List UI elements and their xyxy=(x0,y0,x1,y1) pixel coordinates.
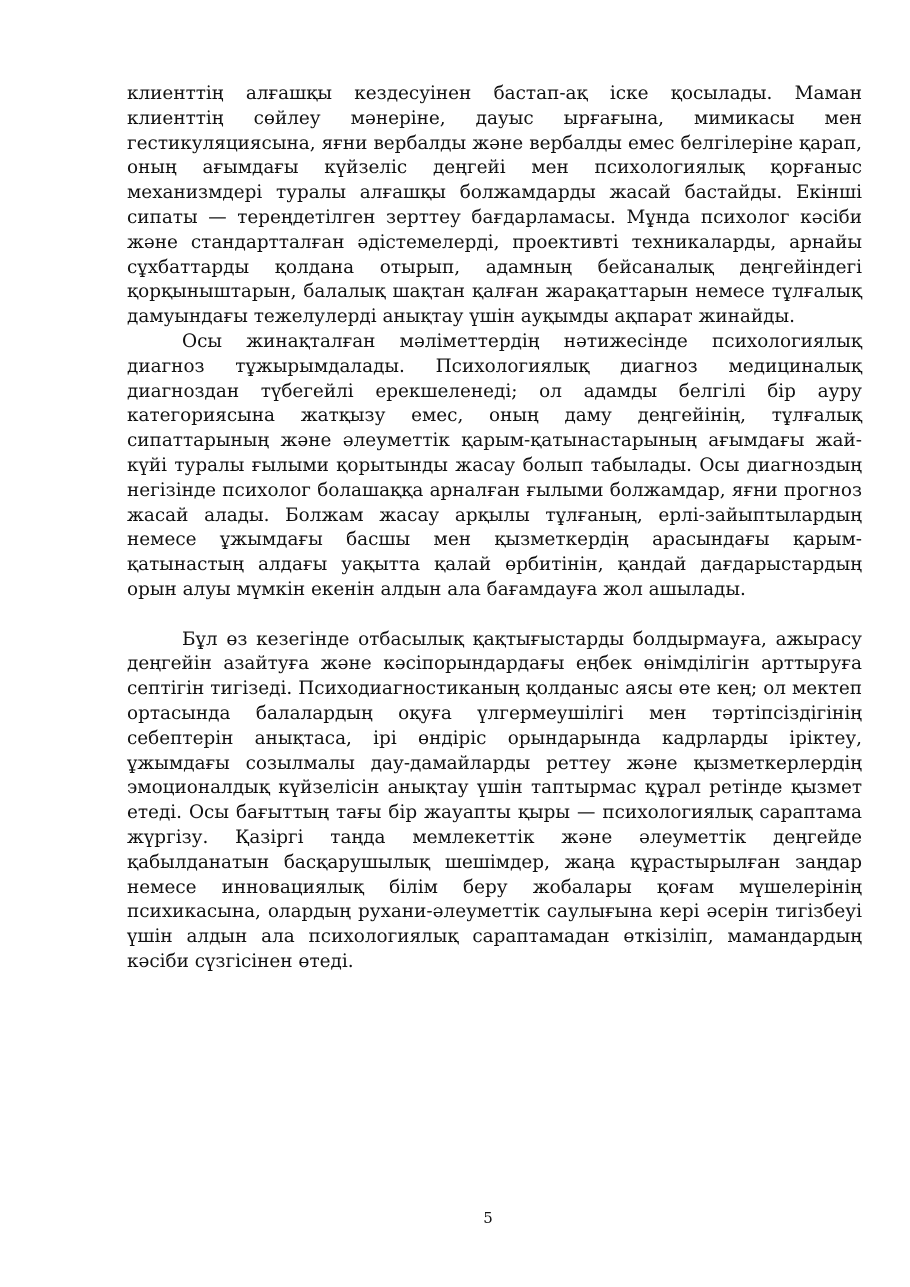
paragraph-gap xyxy=(127,603,862,628)
body-text xyxy=(127,82,862,975)
paragraph-application: Бұл өз кезегінде отбасылық қақтығыстарды болдырмауға, ажырасу деңгейін азайтуға және кәсіпорындардағы еңбек өнімділігін арттыруға септігін тигізеді. Психодиагностиканың қолданыс аясы өте кең; ол мектеп ортасында балалардың оқуға үлгермеушілігі мен тәртіпсіздігінің себептерін анықтаса, ірі өндіріс орындарында кадрларды іріктеу, ұжымдағы созылмалы дау-дамайларды реттеу және қызметкерлердің эмоционалдық күйзелісін анықтау үшін таптырмас құрал ретінде қызмет етеді. Осы бағыттың тағы бір жауапты қыры — психологиялық сараптама жүргізу. Қазіргі таңда мемлекеттік және әлеуметтік деңгейде қабылданатын басқарушылық шешімдер, жаңа құрастырылған заңдар немесе инновациялық білім беру жобалары қоғам мүшелерінің психикасына, олардың рухани-әлеуметтік саулығына кері әсерін тигізбеуі үшін алдын ала психологиялық сараптамадан өткізіліп, мамандардың кәсіби сүзгісінен өтеді. xyxy=(127,628,862,972)
page-number: 5 xyxy=(483,1209,493,1227)
paragraph-continuation: клиенттің алғашқы кездесуінен бастап-ақ іске қосылады. Маман клиенттің сөйлеу мәнеріне, дауыс ырғағына, мимикасы мен гестикуляциясына, яғни вербалды және вербалды емес белгілеріне қарап, оның ағымдағы күйзеліс деңгейі мен психологиялық қорғаныс механизмдері туралы алғашқы болжамдарды жасай бастайды. Екінші сипаты — тереңдетілген зерттеу бағдарламасы. Мұнда психолог кәсіби және стандартталған әдістемелерді, проективті техникаларды, арнайы сұхбаттарды қолдана отырып, адамның бейсаналық деңгейіндегі қорқыныштарын, балалық шақтан қалған жарақаттарын немесе тұлғалық дамуындағы тежелулерді анықтау үшін ауқымды ақпарат жинайды. xyxy=(127,83,862,328)
paragraph-diagnosis: Осы жинақталған мәліметтердің нәтижесінде психологиялық диагноз тұжырымдалады. Психологиялық диагноз медициналық диагноздан түбегейлі ерекшеленеді; ол адамды белгілі бір ауру категориясына жатқызу емес, оның даму деңгейінің, тұлғалық сипаттарының және әлеуметтік қарым-қатынастарының ағымдағы жай-күйі туралы ғылыми қорытынды жасау болып табылады. Осы диагноздың негізінде психолог болашаққа арналған ғылыми болжамдар, яғни прогноз жасай алады. Болжам жасау арқылы тұлғаның, ерлі-зайыптылардың немесе ұжымдағы басшы мен қызметкердің арасындағы қарым-қатынастың алдағы уақытта қалай өрбитінін, қандай дағдарыстардың орын алуы мүмкін екенін алдын ала бағамдауға жол ашылады. xyxy=(127,330,862,600)
